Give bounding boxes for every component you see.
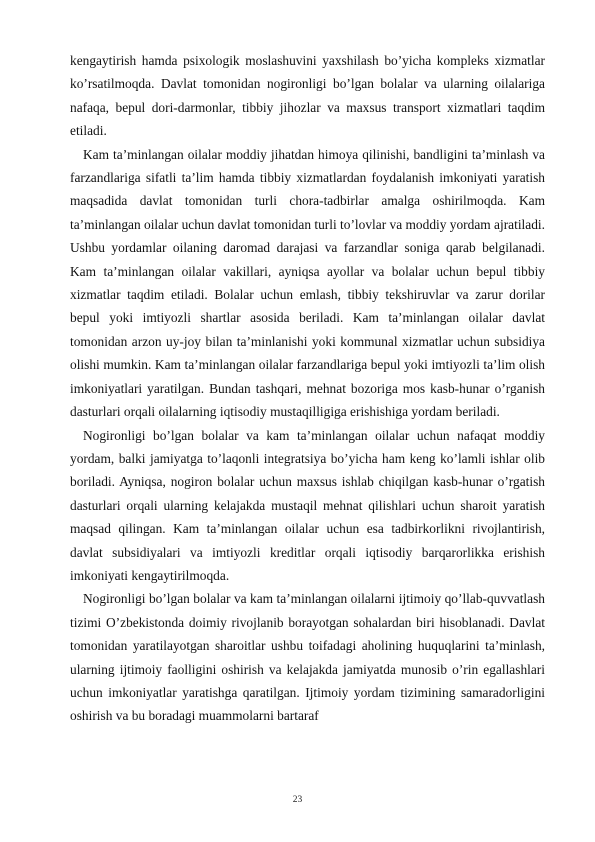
paragraph-1: kengaytirish hamda psixologik moslashuvini yaxshilash bo’yicha kompleks xizmatlar ko’rsatilmoqda. Davlat tomonidan nogironligi bo’lgan bolalar va ularning oilalariga nafaqa, bepul dori-darmonlar, tibbiy jihozlar va maxsus transport xizmatlari taqdim etiladi. [70,53,545,139]
page-number: 23 [292,795,303,805]
document-body [70,49,545,728]
paragraph-2: Kam ta’minlangan oilalar moddiy jihatdan himoya qilinishi, bandligini ta’minlash va farzandlariga sifatli ta’lim hamda tibbiy xizmatlardan foydalanish imkoniyati yaratish maqsadida davlat tomonidan turli chora-tadbirlar amalga oshirilmoqda. Kam ta’minlangan oilalar uchun davlat tomonidan turli to’lovlar va moddiy yordam ajratiladi. Ushbu yordamlar oilaning daromad darajasi va farzandlar soniga qarab belgilanadi. Kam ta’minlangan oilalar vakillari, ayniqsa ayollar va bolalar uchun bepul tibbiy xizmatlar taqdim etiladi. Bolalar uchun emlash, tibbiy tekshiruvlar va zarur dorilar bepul yoki imtiyozli shartlar asosida beriladi. Kam ta’minlangan oilalar davlat tomonidan arzon uy-joy bilan ta’minlanishi yoki kommunal xizmatlar uchun subsidiya olishi mumkin. Kam ta’minlangan oilalar farzandlariga bepul yoki imtiyozli ta’lim olish imkoniyatlari yaratilgan. Bundan tashqari, mehnat bozoriga mos kasb-hunar o’rganish dasturlari orqali oilalarning iqtisodiy mustaqilligiga erishishiga yordam beriladi. [70,146,545,420]
paragraph-3: Nogironligi bo’lgan bolalar va kam ta’minlangan oilalar uchun nafaqat moddiy yordam, balki jamiyatga to’laqonli integratsiya bo’yicha ham keng ko’lamli ishlar olib boriladi. Ayniqsa, nogiron bolalar uchun maxsus ishlab chiqilgan kasb-hunar o’rgatish dasturlari orqali ularning kelajakda mustaqil mehnat qilishlari uchun sharoit yaratish maqsad qilingan. Kam ta’minlangan oilalar uchun esa tadbirkorlikni rivojlantirish, davlat subsidiyalari va imtiyozli kreditlar orqali iqtisodiy barqarorlikka erishish imkoniyati kengaytirilmoqda. [70,427,545,583]
paragraph-4: Nogironligi bo’lgan bolalar va kam ta’minlangan oilalarni ijtimoiy qo’llab-quvvatlash tizimi O’zbekistonda doimiy rivojlanib borayotgan sohalardan biri hisoblanadi. Davlat tomonidan yaratilayotgan sharoitlar ushbu toifadagi aholining huquqlarini ta’minlash, ularning ijtimoiy faolligini oshirish va kelajakda jamiyatda munosib o’rin egallashlari uchun imkoniyatlar yaratishga qaratilgan. Ijtimoiy yordam tizimining samaradorligini oshirish va bu boradagi muammolarni bartaraf [70,591,545,724]
